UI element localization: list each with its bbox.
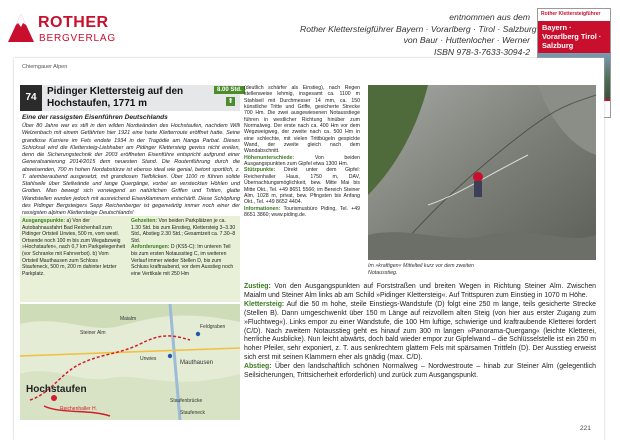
tour-title-line-1: Pidinger Klettersteig auf den [47, 86, 184, 97]
brand-subtitle: BERGVERLAG [39, 33, 116, 44]
info-text-requirements: D (KS5-C): Im unteren Teil bis zum ersten Notausstieg C, im weiteren Verlauf immer wieder Stellen D, bis zum Schluss kraftraubend, vor dem Ausstieg noch eine Vertikale mit 250 Hm [131, 244, 234, 277]
info-times-requirements [131, 218, 237, 277]
map-label-maialm: Maialm [120, 316, 137, 322]
source-info [300, 12, 537, 58]
rother-logo-icon [6, 12, 36, 46]
info-label-times: Gehzeiten: [131, 218, 158, 224]
brand-name: ROTHER [38, 14, 109, 31]
tour-number: 74 [20, 85, 42, 111]
map-label-reichenhaller: Reichenhaller H. [60, 406, 97, 412]
mid-label-elevation: Höhenunterschiede: [244, 154, 295, 161]
route-map[interactable] [20, 304, 240, 420]
tour-title-line-2: Hochstaufen, 1771 m [47, 97, 148, 109]
info-text-start: a) Von der Autobahnausfahrt Bad Reichenhall zum Pidinger Ortsteil Urwies, 500 m, vom westl. Ortsende noch 100 m bis zum Wegabzweig »Hochstaufen«, nach 0,7 km Parkgelegenheit (vor Schranke mit Fahrverbot). b) Vom Ortsteil Mauthausen zum Schloss Staufeneck, 500 m, 200 m dahinter letzter Parkplatz. [22, 218, 126, 277]
route-description [244, 283, 596, 381]
map-label-mauthausen: Mauthausen [180, 360, 214, 366]
climbing-photo[interactable] [368, 85, 596, 260]
source-line-3: von Baur · Huttenlocher · Werner [403, 35, 530, 46]
map-label-hochstaufen: Hochstaufen [26, 384, 87, 395]
route-label-descent: Abstieg: [244, 363, 272, 371]
info-label-start: Ausgangspunkte: [22, 218, 66, 224]
route-text-klettersteig: Auf die 50 m hohe, steile Einstiegs-Wandstufe (D) folgt eine 250 m lange, teils gesicherte Strecke (Stellen B). Dann umgeschwenkt über 150 m Länge auf reizvollem alten Steig (von hier aus erster Zugang zum »Fluchtweg«). Links empor zu einer Wandstufe, die 100 Hm luftige, schwierige und kraftraubende Kletterei fordert (C/D). Nach zweitem Notausstieg geht es hinauf zum 300 m langen »Panorama-Quergang« (leichte Kletterei, herrliche Ausblicke). Nun leicht abwärts, doch bald wieder empor zur Gipfelwand – die Schlüsselstelle ist ein 250 m hoher Pfeiler, sehr exponiert, z. T. aus senkrechtem glattem Fels mit spärsamen Trittfeln (D). Der Ausstieg erweist sich erst mit seinen Klammern eher als gnädig (max. C/D). [244, 300, 596, 362]
source-line-1: entnommen aus dem [449, 12, 530, 22]
mid-label-huts: Stützpunkte: [244, 167, 276, 174]
mid-text-information: Tourismusbüro Piding, Tel. +49 8651 3860; www.piding.de. [244, 205, 360, 218]
mid-label-information: Informationen: [244, 205, 281, 212]
tour-title [47, 86, 197, 109]
mid-text-requirements-cont: (deutlich schärfer als Einstieg), nach Regen stellenweise lehmig, insgesamt ca. 1100 m Stahlseil mit Durchmesser 14 mm, ca. 150 künstliche Tritte und Griffe, gesicherte Strecke 700 Hm. Die zwei ausgewiesenen Notausstiege führen in westlicher Richtung hinüber zum Normalweg. Der erste nach ca. 400 Hm vor dem Wegzweigweg, der zweite nach ca. 500 Hm in eine schlechte, mit vielen Trittbügeln gespickte Wand, der zweite gleich nach dem Wandabschnitt. [244, 85, 360, 155]
details-column [244, 85, 360, 218]
source-line-2: Rother Klettersteigführer Bayern · Vorarlberg · Tirol · Salzburg [300, 23, 537, 34]
map-label-feldgraben: Feldgraben [200, 324, 226, 330]
page-number: 221 [580, 425, 591, 432]
cover-title: Bayern · Vorarlberg Tirol · Salzburg [542, 23, 602, 50]
duration-badge: 8.00 Std. [214, 86, 245, 94]
mid-text-elevation: Von beiden Ausgangspunkten zum Gipfel etwa 1300 Hm. [244, 154, 360, 168]
route-label-klettersteig: Klettersteig: [244, 300, 285, 308]
map-label-steiner-alm: Steiner Alm [80, 330, 106, 336]
route-text-descent: Über den landschaftlich schönen Normalweg – Nordwestroute – hinab zur Steiner Alm (gelegentlich Seilsicherungen, Trittsicherheit erforderlich) und zurück zum Ausgangspunkt. [244, 363, 596, 380]
route-text-approach: Von den Ausgangspunkten auf Forststraßen und breiten Wegen in Richtung Steiner Alm. Zwischen Maialm und Steiner Alm links ab am Schild »Pidinger Klettersteig«. Auf Trittspuren zum Einstieg in 1070 m Höhe. [244, 283, 596, 299]
intro-paragraph: Über 80 Jahre war es still in den wilden Nordwänden des Hochstaufen, nachdem Willi Welzenbach mit einem Gefährten hier 1921 eine harte Kletterroute eröffnet hatte. Seine grandiose Karriere im Fels endete 1934 in der Tragödie am Nanga Parbat. Dieses Schicksal wird die Klettersteig-Liebhaber am Pidinger Klettersteig gewiss nicht ereilen, denn die Sicherungstechnik der 2003 eröffneten Eisenführe entspricht aufgrund einer Generalsanierung 2014/2015 dem neuesten Stand. Die Routenführung durch die abweisenden, 700 m hohen Nordabstürze ist ebenso ideal wie genial, betont sportlich, z. T. atemberaubend ausgesetzt, mit grandiosen Tiefblicken. Über 1100 m führen solide Stahlseile über Steilwände und lange Quergänge, vorbei an versteckten Höhlen und Grotten. Man bewegt sich vorwiegend an natürlichen Griffen und Tritten, glatte Wandstellen wurden jedoch mit ausreichend Eisenklammern entschärft. Diese Schöpfung des Pidinger Bergsteigers Sepp Reichenberger ist gegenwärtig immer noch einer der rassigsten alpinen Klettersteige Deutschlands! [22, 123, 240, 216]
difficulty-icon: ⬆ [227, 98, 234, 105]
info-start-points [22, 218, 126, 277]
map-label-staufenbrucke: Staufenbrücke [170, 398, 203, 404]
info-text-times: Von beiden Parkplätzen je ca. 1.30 Std. bis zum Einstieg, Klettersteig 3–3.30 Std., Abstieg 2.30 Std.; Gesamtzeit ca. 7.30–8 Std. [131, 218, 236, 244]
mid-text-huts: Direkt unter dem Gipfel: Reichenhaller Haus, 1750 m, DAV, Übernachtungsmöglichkeit, bew. Mitte Mai bis Mitte Okt., Tel. +49 8651 5566; im Bereich Steiner Alm, 1028 m, privat, bew. Pfingsten bis Anfang Okt., Tel. +49 8652 4404. [244, 167, 360, 206]
map-label-unwies: Unwies [140, 356, 157, 362]
route-label-approach: Zustieg: [244, 283, 271, 290]
info-label-requirements: Anforderungen: [131, 244, 170, 251]
cover-top-text: Rother Klettersteigführer [538, 9, 610, 21]
map-label-staufeneck: Staufeneck [180, 410, 206, 416]
tour-subtitle: Eine der rassigsten Eisenführen Deutschlands [22, 114, 168, 121]
region-label: Chiemgauer Alpen [22, 64, 68, 70]
source-line-4: ISBN 978-3-7633-3094-2 [433, 46, 530, 57]
photo-caption: Im »kraftigen« Mittelteil kurz vor dem zweiten Notausstieg. [368, 263, 474, 276]
